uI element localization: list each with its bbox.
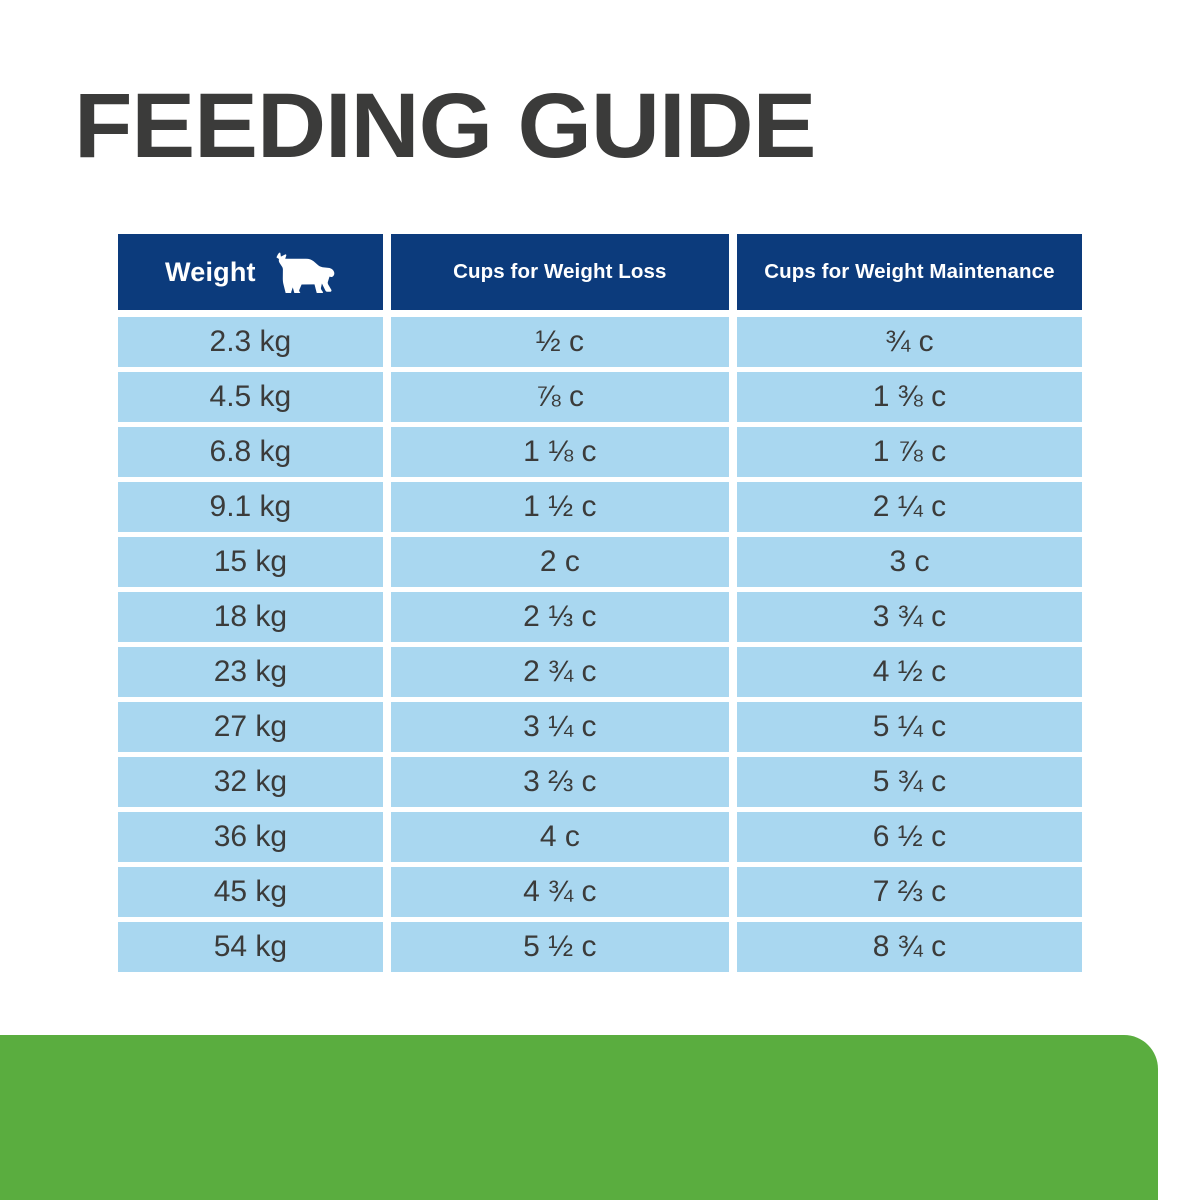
header-weight-maintenance-label: Cups for Weight Maintenance: [764, 260, 1055, 283]
cell-weight-maintenance: ¾ c: [737, 317, 1082, 367]
cell-weight-loss: 2 ¾ c: [391, 647, 729, 697]
table-row: [118, 537, 1082, 587]
feeding-guide-table: [118, 234, 1082, 977]
table-header-row: [118, 234, 1082, 310]
cell-weight: 9.1 kg: [118, 482, 383, 532]
dog-icon: [272, 251, 336, 293]
cell-weight-maintenance: 3 c: [737, 537, 1082, 587]
cell-weight-maintenance: 3 ¾ c: [737, 592, 1082, 642]
cell-weight-maintenance: 7 ⅔ c: [737, 867, 1082, 917]
cell-weight-loss: 3 ⅔ c: [391, 757, 729, 807]
cell-weight-loss: 2 ⅓ c: [391, 592, 729, 642]
table-row: [118, 922, 1082, 972]
header-cell-weight: [118, 234, 383, 310]
header-weight-loss-label: Cups for Weight Loss: [453, 260, 667, 283]
cell-weight: 27 kg: [118, 702, 383, 752]
cell-weight-maintenance: 4 ½ c: [737, 647, 1082, 697]
cell-weight-loss: 1 ⅛ c: [391, 427, 729, 477]
cell-weight-loss: 2 c: [391, 537, 729, 587]
table-row: [118, 317, 1082, 367]
cell-weight-maintenance: 1 ⅜ c: [737, 372, 1082, 422]
cell-weight-maintenance: 6 ½ c: [737, 812, 1082, 862]
cell-weight-maintenance: 5 ¾ c: [737, 757, 1082, 807]
cell-weight: 18 kg: [118, 592, 383, 642]
page-title: FEEDING GUIDE: [74, 75, 816, 177]
header-cell-weight-loss: [391, 234, 729, 310]
cell-weight: 45 kg: [118, 867, 383, 917]
cell-weight-loss: 1 ½ c: [391, 482, 729, 532]
cell-weight: 32 kg: [118, 757, 383, 807]
cell-weight: 4.5 kg: [118, 372, 383, 422]
cell-weight: 6.8 kg: [118, 427, 383, 477]
table-row: [118, 372, 1082, 422]
cell-weight-loss: 5 ½ c: [391, 922, 729, 972]
table-row: [118, 867, 1082, 917]
header-cell-weight-maintenance: [737, 234, 1082, 310]
cell-weight-maintenance: 8 ¾ c: [737, 922, 1082, 972]
table-row: [118, 482, 1082, 532]
cell-weight: 23 kg: [118, 647, 383, 697]
table-row: [118, 647, 1082, 697]
cell-weight: 2.3 kg: [118, 317, 383, 367]
cell-weight-maintenance: 2 ¼ c: [737, 482, 1082, 532]
cell-weight-maintenance: 5 ¼ c: [737, 702, 1082, 752]
cell-weight-maintenance: 1 ⅞ c: [737, 427, 1082, 477]
cell-weight: 36 kg: [118, 812, 383, 862]
cell-weight: 54 kg: [118, 922, 383, 972]
table-row: [118, 702, 1082, 752]
cell-weight-loss: ⅞ c: [391, 372, 729, 422]
cell-weight-loss: 4 c: [391, 812, 729, 862]
header-weight-label: Weight: [165, 256, 256, 287]
table-row: [118, 812, 1082, 862]
table-row: [118, 427, 1082, 477]
table-row: [118, 592, 1082, 642]
footer-accent-band: [0, 1035, 1158, 1200]
cell-weight-loss: 4 ¾ c: [391, 867, 729, 917]
cell-weight: 15 kg: [118, 537, 383, 587]
cell-weight-loss: ½ c: [391, 317, 729, 367]
table-row: [118, 757, 1082, 807]
cell-weight-loss: 3 ¼ c: [391, 702, 729, 752]
